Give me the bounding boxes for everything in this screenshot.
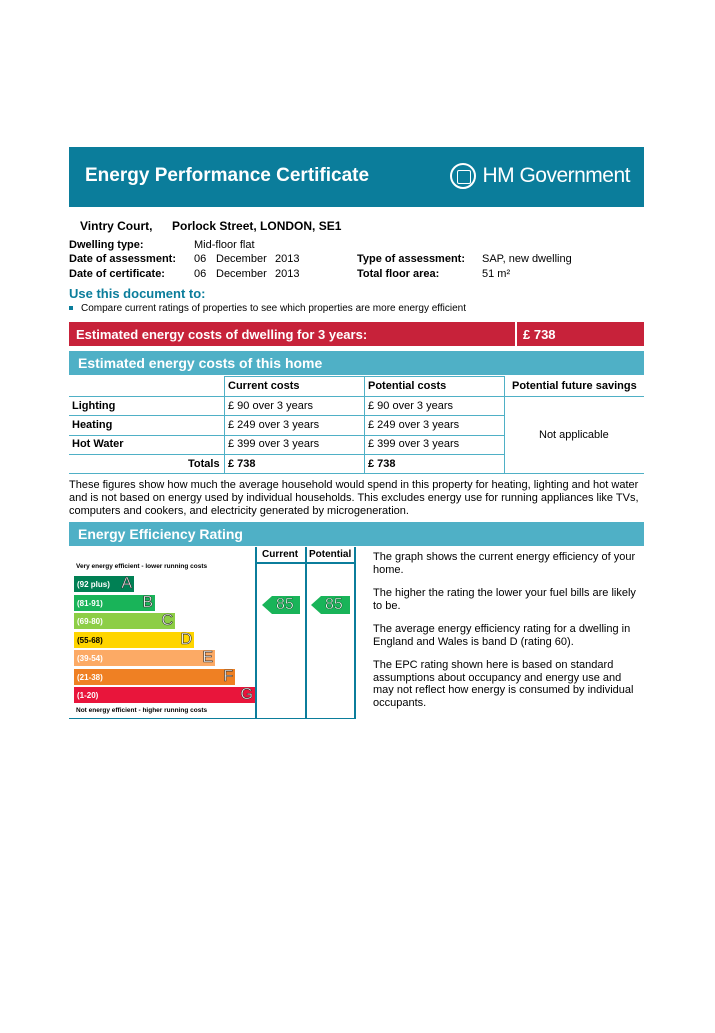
bottom-note: Not energy efficient - higher running costs <box>76 707 208 714</box>
band-range: (81-91) <box>77 598 103 608</box>
row-heating-label: Heating <box>72 419 113 431</box>
band-g <box>74 687 255 703</box>
potential-rating-arrow <box>321 596 350 614</box>
rating-paragraph-4: The EPC rating shown here is based on standard assumptions about occupancy and energy use and may not reflect how energy is consumed by individual occupants. <box>373 659 634 709</box>
rating-section-title: Energy Efficiency Rating <box>78 526 243 542</box>
chart-line <box>255 562 356 564</box>
band-letter: D <box>180 630 192 648</box>
chart-line <box>354 547 356 719</box>
row-lighting-label: Lighting <box>72 400 116 412</box>
address-line1: Vintry Court, <box>80 219 153 233</box>
band-d <box>74 632 194 648</box>
band-range: (21-38) <box>77 672 103 682</box>
table-line <box>69 435 504 436</box>
chart-line <box>255 547 257 719</box>
row-lighting-potential: £ 90 over 3 years <box>368 400 453 412</box>
totals-label: Totals <box>188 458 220 470</box>
use-document-bullet <box>69 303 466 314</box>
bullet-icon <box>69 306 73 310</box>
band-letter: A <box>121 575 132 592</box>
assessment-day: 06 <box>194 253 207 265</box>
band-range: (92 plus) <box>77 580 110 589</box>
bullet-text: Compare current ratings of properties to see which properties are more energy efficient <box>81 303 467 314</box>
current-rating-arrow <box>272 596 300 614</box>
certificate-date-label: Date of certificate: <box>69 268 165 280</box>
total-current: £ 738 <box>228 458 256 470</box>
government-logo <box>450 163 630 189</box>
certificate-month: December <box>216 268 267 280</box>
table-line <box>364 376 365 474</box>
rating-paragraph-1: The graph shows the current energy efficiency of your home. <box>373 551 636 576</box>
band-range: (55-68) <box>77 635 103 645</box>
band-range: (69-80) <box>77 617 103 626</box>
certificate-day: 06 <box>194 268 207 280</box>
row-heating-potential: £ 249 over 3 years <box>368 419 460 431</box>
dwelling-type-value: Mid-floor flat <box>194 239 255 251</box>
table-line <box>69 396 644 397</box>
rating-paragraph-2: The higher the rating the lower your fuel bills are likely to be. <box>373 587 636 612</box>
table-line <box>69 473 644 474</box>
estimated-cost-bar <box>69 322 644 346</box>
band-range: (1-20) <box>77 691 99 700</box>
government-name: HM Government <box>482 164 630 187</box>
estimated-cost-divider <box>515 322 517 346</box>
row-heating-current: £ 249 over 3 years <box>228 419 320 431</box>
band-letter: G <box>240 686 253 703</box>
costs-section-title: Estimated energy costs of this home <box>78 355 323 371</box>
table-line <box>504 376 505 474</box>
chart-line <box>69 718 356 719</box>
estimated-cost-label: Estimated energy costs of dwelling for 3 years: <box>76 327 368 342</box>
assessment-type-value: SAP, new dwelling <box>482 253 572 265</box>
band-a <box>74 576 134 592</box>
row-hotwater-potential: £ 399 over 3 years <box>368 438 460 450</box>
row-hotwater-label: Hot Water <box>72 438 124 450</box>
band-letter: E <box>202 649 213 666</box>
estimated-cost-amount: £ 738 <box>523 327 556 342</box>
header-current-costs: Current costs <box>228 380 300 392</box>
assessment-month: December <box>216 253 267 265</box>
band-b <box>74 595 155 611</box>
band-e <box>74 650 215 666</box>
assessment-year: 2013 <box>275 253 300 265</box>
current-rating-value: 85 <box>276 596 294 613</box>
col-potential-label: Potential <box>309 549 352 560</box>
rating-section-header <box>69 522 644 546</box>
band-f <box>74 669 235 685</box>
col-current-label: Current <box>262 549 299 560</box>
rating-paragraph-3: The average energy efficiency rating for a dwelling in England and Wales is band D (rating 60). <box>373 623 631 648</box>
savings-value: Not applicable <box>539 429 609 441</box>
assessment-type-label: Type of assessment: <box>357 253 466 265</box>
top-note: Very energy efficient - lower running costs <box>76 563 208 570</box>
potential-rating-value: 85 <box>325 596 343 613</box>
band-range: (39-54) <box>77 654 103 663</box>
table-line <box>69 454 504 455</box>
certificate-title: Energy Performance Certificate <box>85 165 370 186</box>
table-line <box>224 376 225 474</box>
table-line <box>69 415 504 416</box>
certificate-year: 2013 <box>275 268 300 280</box>
band-letter: C <box>161 612 173 629</box>
dwelling-type-label: Dwelling type: <box>69 239 144 251</box>
chart-line <box>305 547 307 719</box>
crest-icon <box>450 163 476 189</box>
row-lighting-current: £ 90 over 3 years <box>228 400 313 412</box>
use-document-title: Use this document to: <box>69 286 206 301</box>
band-c <box>74 613 175 629</box>
floor-area-value: 51 m² <box>482 268 511 280</box>
row-hotwater-current: £ 399 over 3 years <box>228 438 320 450</box>
total-potential: £ 738 <box>368 458 396 470</box>
address-line2: Porlock Street, LONDON, SE1 <box>172 219 342 233</box>
rating-chart <box>69 547 356 719</box>
assessment-date-label: Date of assessment: <box>69 253 176 265</box>
header-potential-costs: Potential costs <box>368 380 447 392</box>
costs-explanation: These figures show how much the average household would spend in this property for heating, lighting and hot water and is not based on energy used by individual households. This excludes energy use for running appliances like TVs, computers and cookers, and electricity generated by microgeneration. <box>69 479 639 517</box>
certificate-header <box>69 147 644 207</box>
floor-area-label: Total floor area: <box>357 268 440 280</box>
costs-table <box>69 376 644 474</box>
band-letter: B <box>142 593 153 611</box>
band-letter: F <box>223 667 233 685</box>
costs-section-header <box>69 351 644 375</box>
header-future-savings: Potential future savings <box>512 380 637 392</box>
